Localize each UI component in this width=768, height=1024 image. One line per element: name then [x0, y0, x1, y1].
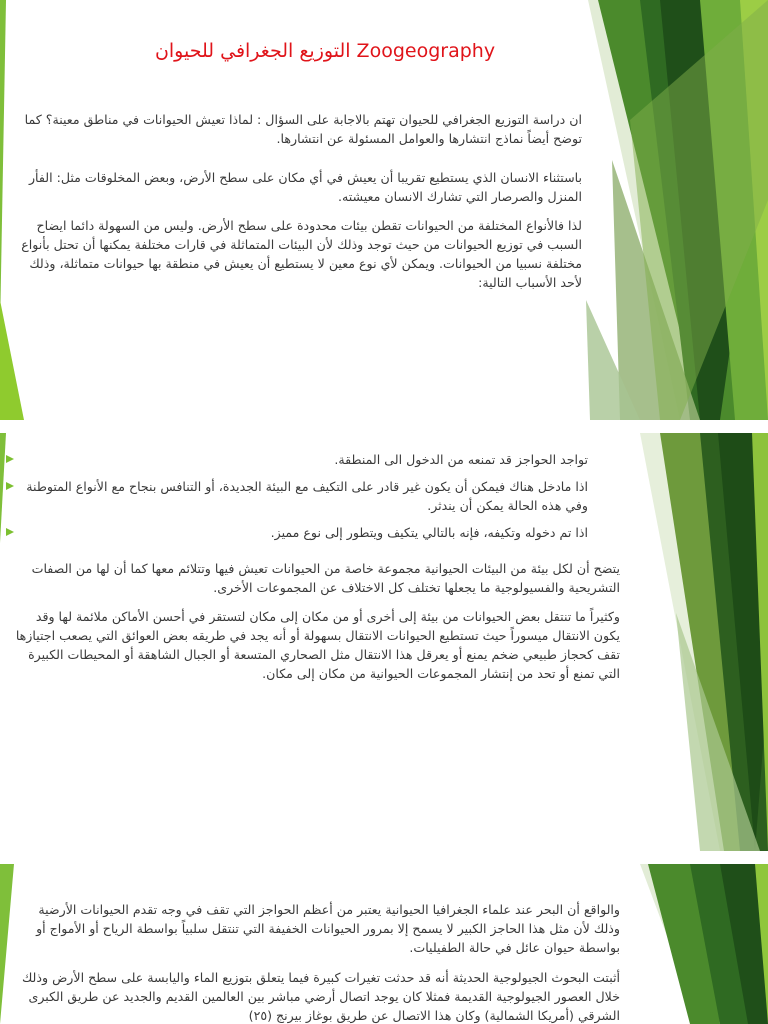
migration-paragraph: وكثيراً ما تنتقل بعض الحيوانات من بيئة إلى أخرى أو من مكان إلى مكان لتستقر في أحسن الأماكن ملائمة لها وقد يكون الانتقال ميسوراً حيث تستطيع الحيوانات الانتقال بسهولة أو أنه يجد في طريقه بعض العوائق التي يصعب اجتيازها تقف كحجاز طبيعي ضخم يمنع أو يعرقل هذا الانتقال مثل الصحاري المتسعة أو الجبال الشاهقة أو المحيطات الكبيرة التي تمنع أو تحد من إنتشار المجموعات الحيوانية من مكان إلى مكان.: [15, 609, 620, 681]
geology-paragraph: أثبتت البحوث الجيولوجية الحديثة أنه قد حدثت تغيرات كبيرة فيما يتعلق بتوزيع الماء واليابسة على سطح الأرض وذلك خلال العصور الجيولوجية القديمة فمثلا كان يوجد اتصال أرضي مباشر بين العالمين القديم والجديد عن طريق الكبرى الشرقي (أمريكا الشمالية) وكان هذا الاتصال عن طريق بوغاز بيرنج (٢٥): [21, 970, 620, 1023]
distribution-paragraph: لذا فالأنواع المختلفة من الحيوانات تقطن بيئات محدودة على سطح الأرض. وليس من السهولة دائما ايضاح السبب في توزيع الحيوانات من حيث توجد وذلك لأن البيئات المتماثلة في قارات مختلفة يمكنها أن تحتل بأنواع مختلفة نسبيا من الحيوانات. ويمكن لأي نوع معين لا يستطيع أن يعيش في منطقة بها حيوانات متماثلة، وذلك لأحد الأسباب التالية:: [21, 218, 582, 290]
reasons-list: [20, 450, 588, 550]
list-item: اذا تم دخوله وتكيفه، فإنه بالتالي يتكيف ويتطور إلى نوع مميز.: [20, 523, 588, 542]
slide-title: التوزيع الجغرافي للحيوان Zoogeography: [154, 40, 496, 62]
slide-3: [0, 864, 768, 1024]
slide-separator: [0, 851, 768, 864]
slide-2: [0, 433, 768, 851]
slide-separator: [0, 420, 768, 433]
list-item: تواجد الحواجز قد تمنعه من الدخول الى المنطقة.: [20, 450, 588, 469]
slide-1: [0, 0, 768, 420]
exception-paragraph: باستثناء الانسان الذي يستطيع تقريبا أن يعيش في أي مكان على سطح الأرض، وبعض المخلوقات مثل: الفأر المنزل والصرصار التي تشارك الانسان معيشته.: [28, 170, 582, 204]
environment-paragraph: يتضح أن لكل بيئة من البيئات الحيوانية مجموعة خاصة من الحيوانات تعيش فيها وتتلائم معها كما أن لها من الصفات التشريحية والفسيولوجية ما يجعلها تختلف كل الاختلاف عن المجموعات الأخرى.: [31, 561, 620, 595]
sea-barrier-paragraph: والواقع أن البحر عند علماء الجغرافيا الحيوانية يعتبر من أعظم الحواجز التي تقف في وجه تقدم الحيوانات الأرضية وذلك لأن مثل هذا الحاجز الكبير لا يسمح إلا بمرور الحيوانات الخفيفة التي تنتقل سلبياً بواسطة الرياح أو الأمواج أو بواسطة حيوان عائل في حالة الطفيليات.: [36, 902, 620, 955]
list-item: اذا مادخل هناك فيمكن أن يكون غير قادر على التكيف مع البيئة الجديدة، أو التنافس بنجاح مع الأنواع المتوطنة وفي هذه الحالة يمكن أن يندثر.: [20, 477, 588, 515]
slide-1-green-decoration: [0, 0, 768, 420]
intro-paragraph: ان دراسة التوزيع الجغرافي للحيوان تهتم بالاجابة على السؤال : لماذا تعيش الحيوانات في مناطق معينة؟ كما توضح أيضاً نماذج انتشارها والعوامل المسئولة عن انتشارها.: [24, 112, 582, 146]
